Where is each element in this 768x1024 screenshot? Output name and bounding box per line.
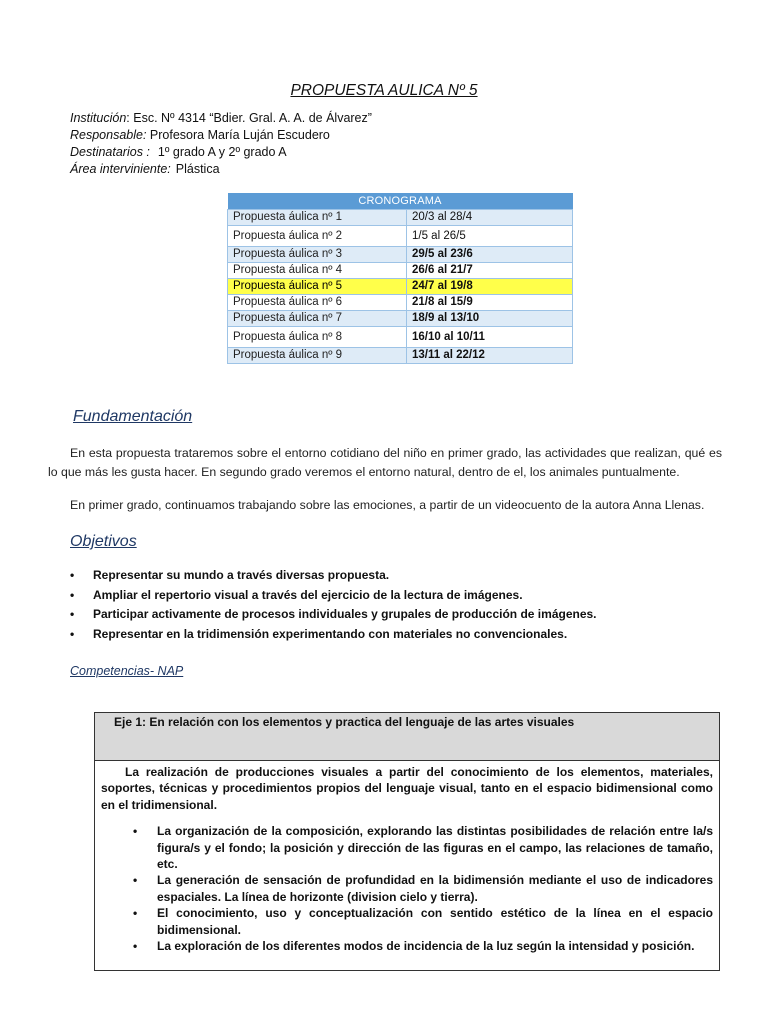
propuesta-cell: Propuesta áulica nº 3 (228, 247, 407, 263)
table-row (228, 348, 573, 364)
bullet-icon: • (70, 626, 75, 641)
bullet-icon: • (133, 939, 138, 954)
eje-box (94, 712, 720, 971)
propuesta-cell: Propuesta áulica nº 4 (228, 263, 407, 279)
list-item (101, 823, 713, 872)
eje-body (95, 761, 719, 954)
bullet-icon: • (70, 587, 75, 602)
objetivo-text: Representar en la tridimensión experimentando con materiales no convencionales. (93, 626, 568, 641)
bullet-icon: • (133, 906, 138, 921)
objetivo-text: Participar activamente de procesos individuales y grupales de producción de imágenes. (93, 607, 597, 621)
propuesta-cell: Propuesta áulica nº 8 (228, 327, 407, 348)
bullet-icon: • (70, 607, 75, 621)
fecha-cell: 13/11 al 22/12 (407, 348, 573, 364)
responsable-value: Profesora María Luján Escudero (146, 128, 330, 142)
responsable-label: Responsable: (70, 128, 147, 142)
list-item (70, 605, 597, 625)
objetivos-heading: Objetivos (70, 533, 137, 550)
fundamentacion-heading: Fundamentación (73, 408, 193, 425)
list-item (70, 586, 597, 606)
fecha-cell: 26/6 al 21/7 (407, 263, 573, 279)
meta-destinatarios (70, 144, 287, 160)
meta-responsable (70, 127, 330, 143)
area-value: Plástica (175, 162, 220, 176)
propuesta-cell: Propuesta áulica nº 5 (228, 279, 407, 295)
eje-item-text: La exploración de los diferentes modos de incidencia de la luz según la intensidad y posición. (157, 939, 695, 954)
eje-intro: La realización de producciones visuales a partir del conocimiento de los elementos, materiales, soportes, técnicas y procedimientos propios del lenguaje visual, tanto en el espacio bidimensional como en el tridimensional. (101, 765, 713, 812)
table-row (228, 226, 573, 247)
propuesta-cell: Propuesta áulica nº 9 (228, 348, 407, 364)
area-label: Área interviniente: (70, 162, 171, 176)
institucion-value: : Esc. Nº 4314 “Bdier. Gral. A. A. de Álvarez” (126, 111, 372, 125)
eje-item-text: La generación de sensación de profundidad en la bidimensión mediante el uso de indicadores espaciales. La línea de horizonte (division cielo y tierra). (157, 873, 713, 904)
eje-item-text: La organización de la composición, explorando las distintas posibilidades de relación entre la/s figura/s y el fondo; la posición y dirección de las figuras en el campo, las relaciones de tamaño, etc. (157, 824, 713, 872)
propuesta-cell: Propuesta áulica nº 2 (228, 226, 407, 247)
table-row (228, 263, 573, 279)
fecha-cell: 20/3 al 28/4 (407, 210, 573, 226)
eje-list (101, 823, 713, 954)
table-row (228, 295, 573, 311)
bullet-icon: • (133, 824, 138, 839)
table-row (228, 327, 573, 348)
propuesta-cell: Propuesta áulica nº 7 (228, 311, 407, 327)
table-row (228, 247, 573, 263)
eje-title: Eje 1: En relación con los elementos y practica del lenguaje de las artes visuales (95, 713, 719, 761)
fundamentacion-paragraph-2 (48, 496, 722, 515)
fecha-cell: 16/10 al 10/11 (407, 327, 573, 348)
propuesta-cell: Propuesta áulica nº 1 (228, 210, 407, 226)
table-row (228, 311, 573, 327)
objetivo-text: Ampliar el repertorio visual a través del ejercicio de la lectura de imágenes. (93, 587, 523, 602)
meta-area (70, 161, 220, 177)
institucion-label: Institución (70, 111, 127, 125)
p1-text: En esta propuesta trataremos sobre el entorno cotidiano del niño en primer grado, las actividades que realizan, qué es lo que más les gusta hacer. En segundo grado veremos el entorno natural, dentro de el, los animales puntualmente. (48, 446, 722, 479)
cronograma-table (227, 193, 573, 364)
fundamentacion-paragraph-1 (48, 444, 722, 482)
page-title: PROPUESTA AULICA Nº 5 (290, 82, 478, 99)
list-item (101, 938, 713, 954)
competencias-heading: Competencias- NAP (70, 664, 184, 678)
list-item (101, 905, 713, 938)
fecha-cell: 21/8 al 15/9 (407, 295, 573, 311)
fecha-cell: 24/7 al 19/8 (407, 279, 573, 295)
eje-item-text: El conocimiento, uso y conceptualización con sentido estético de la línea en el espacio bidimensional. (157, 906, 713, 937)
meta-institucion (70, 110, 372, 126)
destinatarios-value: 1º grado A y 2º grado A (157, 145, 287, 159)
fecha-cell: 29/5 al 23/6 (407, 247, 573, 263)
list-item (70, 566, 597, 586)
objetivo-text: Representar su mundo a través diversas propuesta. (93, 568, 390, 582)
table-row (228, 210, 573, 226)
bullet-icon: • (133, 873, 138, 888)
p2-text: En primer grado, continuamos trabajando sobre las emociones, a partir de un videocuento de la autora Anna Llenas. (70, 498, 705, 512)
table-row-highlighted (228, 279, 573, 295)
fecha-cell: 18/9 al 13/10 (407, 311, 573, 327)
destinatarios-label: Destinatarios : (70, 145, 150, 159)
fecha-cell: 1/5 al 26/5 (407, 226, 573, 247)
list-item (101, 872, 713, 905)
bullet-icon: • (70, 568, 75, 582)
propuesta-cell: Propuesta áulica nº 6 (228, 295, 407, 311)
cronograma-header: CRONOGRAMA (228, 193, 573, 210)
objetivos-list (70, 566, 597, 644)
list-item (70, 625, 597, 645)
